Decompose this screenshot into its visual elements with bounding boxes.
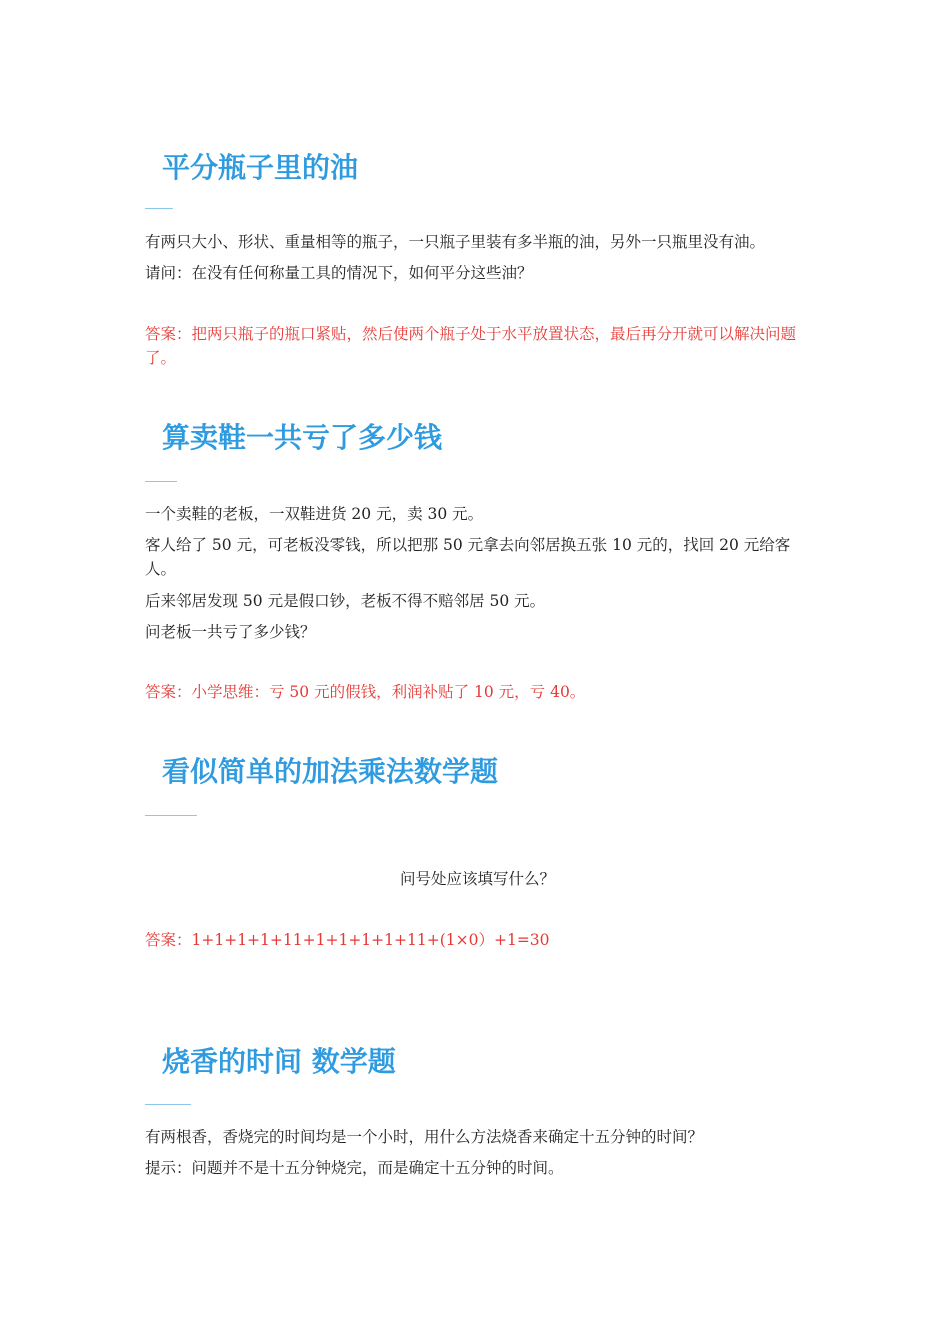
section-paragraph: 问老板一共亏了多少钱？ (145, 623, 316, 641)
section-paragraph: 后来邻居发现 50 元是假口钞，老板不得不赔邻居 50 元。 (145, 592, 546, 610)
section-title-incense: 烧香的时间 数学题 (162, 1045, 396, 1078)
answer-text: 答案：1+1+1+1+11+1+1+1+1+11+(1×0）+1=30 (145, 931, 550, 949)
answer-text: 答案：小学思维：亏 50 元的假钱，利润补贴了 10 元，亏 40。 (145, 683, 586, 701)
answer-text: 答案：把两只瓶子的瓶口紧贴，然后使两个瓶子处于水平放置状态，最后再分开就可以解决问题了。 (145, 325, 797, 367)
puzzle-question: 问号处应该填写什么？ (399, 870, 555, 888)
section-title-arithmetic: 看似简单的加法乘法数学题 (162, 755, 499, 788)
section-title-shoes: 算卖鞋一共亏了多少钱 (162, 421, 443, 454)
section-paragraph: 有两只大小、形状、重量相等的瓶子，一只瓶子里装有多半瓶的油，另外一只瓶里没有油。 (145, 233, 766, 251)
section-paragraph: 客人给了 50 元，可老板没零钱，所以把那 50 元拿去向邻居换五张 10 元的，找回 20 元给客人。 (145, 536, 791, 578)
title-underline (145, 481, 177, 483)
section-paragraph: 提示：问题并不是十五分钟烧完，而是确定十五分钟的时间。 (145, 1159, 564, 1177)
title-underline (145, 208, 173, 210)
section-paragraph: 有两根香，香烧完的时间均是一个小时，用什么方法烧香来确定十五分钟的时间？ (145, 1128, 704, 1146)
title-underline (145, 1104, 191, 1106)
title-underline (145, 815, 197, 817)
section-paragraph: 请问：在没有任何称量工具的情况下，如何平分这些油？ (145, 264, 533, 282)
section-paragraph: 一个卖鞋的老板，一双鞋进货 20 元，卖 30 元。 (145, 505, 484, 523)
section-title-oil: 平分瓶子里的油 (162, 151, 359, 184)
